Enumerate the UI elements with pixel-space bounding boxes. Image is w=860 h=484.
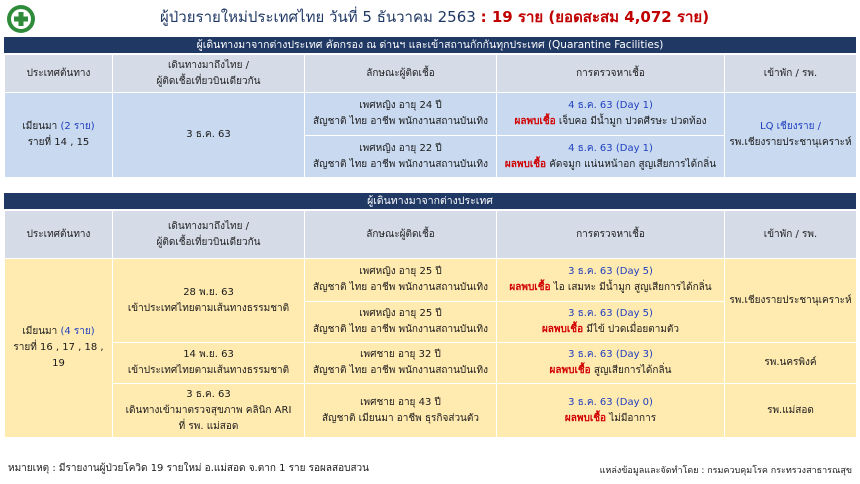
profile-line2: สัญชาติ ไทย อาชีพ พนักงานสถานบันเทิง bbox=[312, 324, 489, 335]
test-result bbox=[499, 157, 722, 173]
ddc-logo bbox=[6, 4, 36, 34]
test-cell bbox=[497, 136, 725, 178]
arrival-cell bbox=[113, 343, 305, 384]
profile-line2: สัญชาติ ไทย อาชีพ พนักงานสถานบันเทิง bbox=[312, 282, 489, 293]
symptoms: ไม่มีอาการ bbox=[609, 412, 657, 424]
symptoms: สูญเสียการได้กลิ่น bbox=[593, 365, 672, 376]
header-test: การตรวจหาเชื้อ bbox=[497, 211, 725, 259]
test-date: 3 ธ.ค. 63 (Day 5) bbox=[568, 266, 653, 277]
profile-line1: เพศหญิง อายุ 25 ปี bbox=[359, 266, 442, 277]
origin-cell bbox=[5, 259, 113, 438]
test-cell bbox=[497, 384, 725, 438]
origin-line1 bbox=[7, 119, 110, 135]
title-highlight: : 19 ราย (ยอดสะสม 4,072 ราย) bbox=[480, 8, 710, 26]
origin-case-numbers-cont: 19 bbox=[52, 358, 65, 369]
origin-cell bbox=[5, 93, 113, 178]
positive-label: ผลพบเชื้อ bbox=[504, 158, 547, 170]
table-header-row bbox=[5, 55, 857, 93]
origin-case-numbers: รายที่ 14 , 15 bbox=[27, 137, 90, 148]
arrival-route: เดินทางเข้ามาตรวจสุขภาพ คลินิก ARI bbox=[125, 404, 292, 416]
positive-label: ผลพบเชื้อ bbox=[514, 116, 556, 127]
footer-source: แหล่งข้อมูลและจัดทำโดย : กรมควบคุมโรค กระทรวงสาธารณสุข bbox=[599, 466, 852, 476]
quarantine-table bbox=[4, 54, 857, 178]
arrival-cell: 3 ธ.ค. 63 bbox=[113, 93, 305, 178]
profile-cell bbox=[305, 93, 497, 136]
profile-line1: เพศหญิง อายุ 25 ปี bbox=[359, 308, 442, 319]
test-cell bbox=[497, 259, 725, 302]
profile-cell bbox=[305, 259, 497, 302]
table-row bbox=[5, 384, 857, 438]
footer-note: หมายเหตุ : มีรายงานผู้ป่วยโควิด 19 รายใหม่ อ.แม่สอด จ.ตาก 1 ราย รอผลสอบสวน bbox=[8, 463, 370, 474]
test-result bbox=[499, 322, 722, 338]
header-arrival-line1: เดินทางมาถึงไทย / bbox=[167, 220, 249, 232]
origin-country: เมียนมา bbox=[22, 121, 58, 132]
hospital-line1: LQ เชียงราย / bbox=[760, 121, 821, 132]
hospital-line2: รพ.เชียงรายประชานุเคราะห์ bbox=[729, 137, 852, 148]
profile-line1: เพศหญิง อายุ 24 ปี bbox=[359, 100, 442, 111]
header-arrival-line1: เดินทางมาถึงไทย / bbox=[167, 59, 249, 71]
origin-country: เมียนมา bbox=[22, 326, 58, 337]
header-test: การตรวจหาเชื้อ bbox=[497, 55, 725, 93]
test-result bbox=[499, 114, 722, 130]
positive-label: ผลพบเชื้อ bbox=[549, 365, 591, 376]
profile-line2: สัญชาติ ไทย อาชีพ พนักงานสถานบันเทิง bbox=[312, 116, 489, 127]
profile-line1: เพศชาย อายุ 43 ปี bbox=[360, 396, 441, 408]
origin-case-numbers: รายที่ 16 , 17 , 18 , bbox=[13, 342, 104, 353]
arrival-date: 14 พ.ย. 63 bbox=[183, 349, 234, 360]
test-cell bbox=[497, 93, 725, 136]
header-hospital: เข้าพัก / รพ. bbox=[725, 211, 857, 259]
profile-cell bbox=[305, 384, 497, 438]
test-date: 4 ธ.ค. 63 (Day 1) bbox=[568, 100, 653, 111]
table-row bbox=[5, 93, 857, 136]
section1-band: ผู้เดินทางมาจากต่างประเทศ คัดกรอง ณ ด่านฯ และเข้าสถานกักกันทุกประเทศ (Quarantine Facilities) bbox=[4, 37, 856, 53]
test-date: 3 ธ.ค. 63 (Day 5) bbox=[568, 308, 653, 319]
hospital-cell: รพ.นครพิงค์ bbox=[725, 343, 857, 384]
header-origin: ประเทศต้นทาง bbox=[5, 211, 113, 259]
test-result bbox=[499, 363, 722, 379]
profile-line1: เพศชาย อายุ 32 ปี bbox=[360, 349, 441, 360]
symptoms: เจ็บคอ มีน้ำมูก ปวดศีรษะ ปวดท้อง bbox=[558, 116, 707, 127]
test-date: 3 ธ.ค. 63 (Day 3) bbox=[568, 349, 653, 360]
hospital-cell: รพ.แม่สอด bbox=[725, 384, 857, 438]
section2-band: ผู้เดินทางมาจากต่างประเทศ bbox=[4, 193, 856, 209]
page-title bbox=[160, 5, 850, 29]
profile-cell bbox=[305, 343, 497, 384]
table-header-row bbox=[5, 211, 857, 259]
hospital-cell: รพ.เชียงรายประชานุเคราะห์ bbox=[725, 259, 857, 343]
header-arrival bbox=[113, 211, 305, 259]
symptoms: มีไข้ ปวดเมื่อยตามตัว bbox=[586, 324, 680, 335]
symptoms: ไอ เสมหะ มีน้ำมูก สูญเสียการได้กลิ่น bbox=[553, 282, 712, 293]
test-cell bbox=[497, 343, 725, 384]
arrival-cell bbox=[113, 384, 305, 438]
arrival-route: เข้าประเทศไทยตามเส้นทางธรรมชาติ bbox=[127, 302, 290, 314]
origin-count: (2 ราย) bbox=[60, 121, 95, 132]
table-row bbox=[5, 259, 857, 302]
test-date: 4 ธ.ค. 63 (Day 1) bbox=[568, 142, 653, 154]
test-result bbox=[499, 411, 722, 427]
symptoms: คัดจมูก แน่นหน้าอก สูญเสียการได้กลิ่น bbox=[549, 158, 717, 170]
arrival-route: เข้าประเทศไทยตามเส้นทางธรรมชาติ bbox=[127, 365, 290, 376]
header-hospital: เข้าพัก / รพ. bbox=[725, 55, 857, 93]
arrival-date: 3 ธ.ค. 63 bbox=[186, 388, 231, 400]
origin-count: (4 ราย) bbox=[60, 326, 95, 337]
header-profile: ลักษณะผู้ติดเชื้อ bbox=[305, 55, 497, 93]
profile-cell bbox=[305, 136, 497, 178]
arrival-date: 28 พ.ย. 63 bbox=[183, 286, 234, 298]
positive-label: ผลพบเชื้อ bbox=[509, 282, 551, 293]
travelers-table bbox=[4, 210, 857, 438]
test-cell bbox=[497, 302, 725, 343]
positive-label: ผลพบเชื้อ bbox=[541, 324, 584, 335]
hospital-cell bbox=[725, 93, 857, 178]
header-arrival bbox=[113, 55, 305, 93]
origin-line1 bbox=[7, 324, 110, 340]
header-origin: ประเทศต้นทาง bbox=[5, 55, 113, 93]
profile-line2: สัญชาติ ไทย อาชีพ พนักงานสถานบันเทิง bbox=[312, 158, 489, 170]
profile-line2: สัญชาติ ไทย อาชีพ พนักงานสถานบันเทิง bbox=[312, 365, 489, 376]
test-result bbox=[499, 280, 722, 296]
header-arrival-line2: ผู้ติดเชื้อเที่ยวบินเดียวกัน bbox=[156, 75, 261, 87]
table-row bbox=[5, 343, 857, 384]
header-arrival-line2: ผู้ติดเชื้อเที่ยวบินเดียวกัน bbox=[156, 236, 261, 248]
positive-label: ผลพบเชื้อ bbox=[564, 412, 607, 424]
arrival-cell bbox=[113, 259, 305, 343]
header-profile: ลักษณะผู้ติดเชื้อ bbox=[305, 211, 497, 259]
profile-cell bbox=[305, 302, 497, 343]
profile-line1: เพศหญิง อายุ 22 ปี bbox=[359, 142, 442, 154]
arrival-place: ที่ รพ. แม่สอด bbox=[178, 420, 239, 432]
test-date: 3 ธ.ค. 63 (Day 0) bbox=[568, 396, 653, 408]
title-text: ผู้ป่วยรายใหม่ประเทศไทย วันที่ 5 ธันวาคม 2563 bbox=[160, 8, 476, 26]
profile-line2: สัญชาติ เมียนมา อาชีพ ธุรกิจส่วนตัว bbox=[321, 412, 480, 424]
